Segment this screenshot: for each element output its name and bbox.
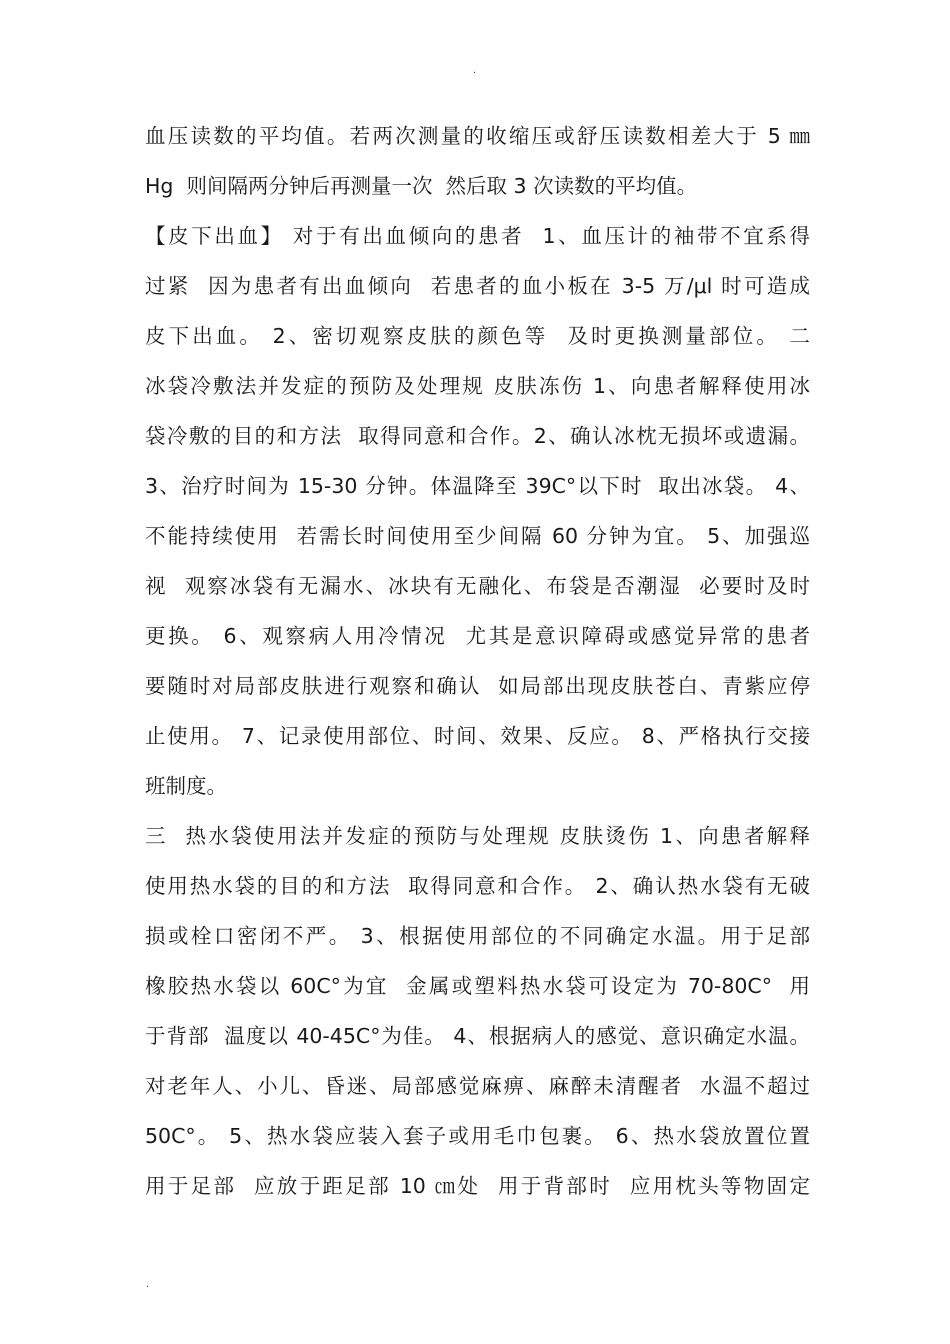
text-line: 用于足部 应放于距足部 10 ㎝处 用于背部时 应用枕头等物固定	[145, 1174, 810, 1198]
text-line: 袋冷敷的目的和方法 取得同意和合作。2、确认冰枕无损坏或遗漏。	[145, 424, 810, 448]
text-line: 【皮下出血】 对于有出血倾向的患者 1、血压计的袖带不宜系得	[145, 224, 810, 248]
text-line: 冰袋冷敷法并发症的预防及处理规 皮肤冻伤 1、向患者解释使用冰	[145, 374, 810, 398]
text-line: 3、治疗时间为 15-30 分钟。体温降至 39C°以下时 取出冰袋。 4、	[145, 474, 810, 498]
text-line: 班制度。	[145, 774, 227, 798]
top-marker: .	[473, 65, 477, 76]
text-line: 三 热水袋使用法并发症的预防与处理规 皮肤烫伤 1、向患者解释	[145, 824, 810, 848]
text-line: 50C°。 5、热水袋应装入套子或用毛巾包裹。 6、热水袋放置位置	[145, 1124, 810, 1148]
text-line: 止使用。 7、记录使用部位、时间、效果、反应。 8、严格执行交接	[145, 724, 810, 748]
text-line: 于背部 温度以 40-45C°为佳。 4、根据病人的感觉、意识确定水温。	[145, 1024, 810, 1048]
text-line: 视 观察冰袋有无漏水、冰块有无融化、布袋是否潮湿 必要时及时	[145, 574, 810, 598]
text-line: 使用热水袋的目的和方法 取得同意和合作。 2、确认热水袋有无破	[145, 874, 810, 898]
text-line: 过紧 因为患者有出血倾向 若患者的血小板在 3-5 万/μl 时可造成	[145, 274, 810, 298]
text-line: 要随时对局部皮肤进行观察和确认 如局部出现皮肤苍白、青紫应停	[145, 674, 810, 698]
text-line: 皮下出血。 2、密切观察皮肤的颜色等 及时更换测量部位。 二	[145, 324, 810, 348]
text-line: 损或栓口密闭不严。 3、根据使用部位的不同确定水温。用于足部	[145, 924, 810, 948]
text-line: 更换。 6、观察病人用冷情况 尤其是意识障碍或感觉异常的患者	[145, 624, 810, 648]
text-line: 对老年人、小儿、昏迷、局部感觉麻痹、麻醉未清醒者 水温不超过	[145, 1074, 810, 1098]
text-line: Hg 则间隔两分钟后再测量一次 然后取 3 次读数的平均值。	[145, 174, 698, 198]
bottom-marker: .	[146, 1279, 150, 1290]
text-line: 不能持续使用 若需长时间使用至少间隔 60 分钟为宜。 5、加强巡	[145, 524, 810, 548]
text-line: 橡胶热水袋以 60C°为宜 金属或塑料热水袋可设定为 70-80C° 用	[145, 974, 810, 998]
text-line: 血压读数的平均值。若两次测量的收缩压或舒压读数相差大于 5 ㎜	[145, 124, 810, 148]
